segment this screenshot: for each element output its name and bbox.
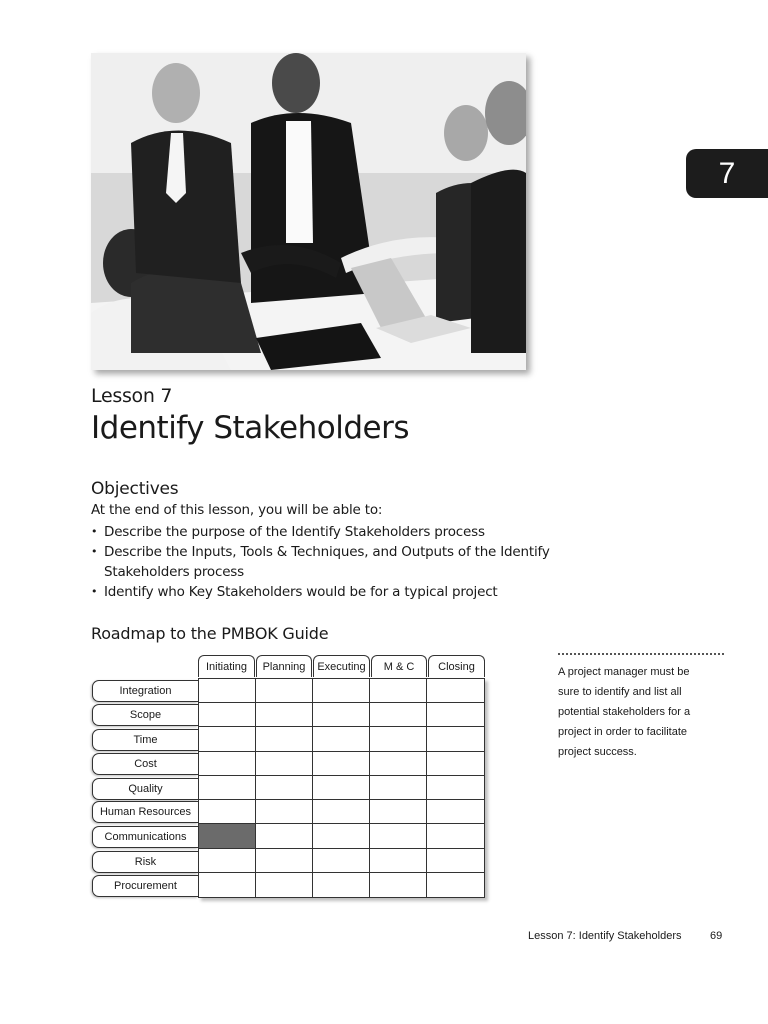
- grid-cell: [313, 873, 370, 897]
- roadmap-grid-cells: [198, 678, 485, 898]
- grid-cell: [427, 824, 484, 848]
- grid-cell: [313, 824, 370, 848]
- objectives-heading: Objectives: [91, 479, 179, 499]
- grid-cell: [370, 824, 427, 848]
- grid-cell: [370, 727, 427, 751]
- grid-cell: [427, 800, 484, 824]
- grid-cell: [313, 703, 370, 727]
- objective-item: • Identify who Key Stakeholders would be for a typical project: [91, 582, 561, 602]
- grid-cell: [199, 703, 256, 727]
- grid-cell: [199, 727, 256, 751]
- row-quality: Quality: [92, 778, 198, 800]
- sidebar-note: A project manager must be sure to identify and list all potential stakeholders for a project in order to facilitate project success.: [558, 666, 691, 758]
- highlighted-cell: [199, 824, 256, 848]
- column-monitoring-controlling: M & C: [371, 655, 427, 677]
- grid-cell: [313, 727, 370, 751]
- grid-cell: [256, 752, 313, 776]
- objectives-intro: At the end of this lesson, you will be able to:: [91, 502, 383, 518]
- grid-cell: [256, 873, 313, 897]
- objective-item: • Describe the Inputs, Tools & Techniques, and Outputs of the Identify Stakeholders process: [91, 542, 561, 582]
- row-human-resources: Human Resources: [92, 801, 198, 823]
- grid-cell: [256, 800, 313, 824]
- objectives-list: [91, 522, 561, 602]
- grid-cell: [199, 752, 256, 776]
- grid-cell: [427, 873, 484, 897]
- footer-lesson-title: Lesson 7: Identify Stakeholders: [528, 930, 682, 942]
- chapter-tab: 7: [686, 149, 768, 198]
- grid-cell: [427, 849, 484, 873]
- grid-cell: [199, 800, 256, 824]
- grid-cell: [427, 727, 484, 751]
- grid-cell: [370, 873, 427, 897]
- lesson-title: Identify Stakeholders: [91, 410, 409, 446]
- grid-cell: [199, 679, 256, 703]
- grid-cell: [370, 800, 427, 824]
- grid-cell: [313, 849, 370, 873]
- grid-cell: [370, 703, 427, 727]
- row-communications: Communications: [92, 826, 198, 848]
- grid-cell: [199, 873, 256, 897]
- grid-cell: [256, 703, 313, 727]
- page-number: 69: [710, 930, 723, 942]
- grid-cell: [427, 776, 484, 800]
- grid-cell: [313, 679, 370, 703]
- grid-cell: [427, 703, 484, 727]
- grid-cell: [313, 752, 370, 776]
- row-risk: Risk: [92, 851, 198, 873]
- lesson-number: Lesson 7: [91, 385, 173, 407]
- column-initiating: Initiating: [198, 655, 255, 677]
- grid-cell: [256, 776, 313, 800]
- row-cost: Cost: [92, 753, 198, 775]
- grid-cell: [313, 800, 370, 824]
- stakeholders-handshake-photo: [91, 53, 526, 370]
- grid-cell: [199, 849, 256, 873]
- column-closing: Closing: [428, 655, 485, 677]
- row-procurement: Procurement: [92, 875, 198, 897]
- grid-cell: [427, 752, 484, 776]
- grid-cell: [427, 679, 484, 703]
- grid-cell: [370, 752, 427, 776]
- grid-cell: [256, 727, 313, 751]
- column-planning: Planning: [256, 655, 312, 677]
- grid-cell: [256, 824, 313, 848]
- grid-cell: [313, 776, 370, 800]
- row-scope: Scope: [92, 704, 198, 726]
- photo-illustration: [91, 53, 526, 370]
- objective-item: • Describe the purpose of the Identify Stakeholders process: [91, 522, 561, 542]
- grid-cell: [370, 679, 427, 703]
- grid-cell: [199, 776, 256, 800]
- sidebar-divider: [558, 653, 724, 655]
- row-time: Time: [92, 729, 198, 751]
- row-integration: Integration: [92, 680, 198, 702]
- grid-cell: [370, 849, 427, 873]
- grid-cell: [370, 776, 427, 800]
- grid-cell: [256, 849, 313, 873]
- grid-cell: [256, 679, 313, 703]
- roadmap-heading: Roadmap to the PMBOK Guide: [91, 624, 329, 643]
- column-executing: Executing: [313, 655, 370, 677]
